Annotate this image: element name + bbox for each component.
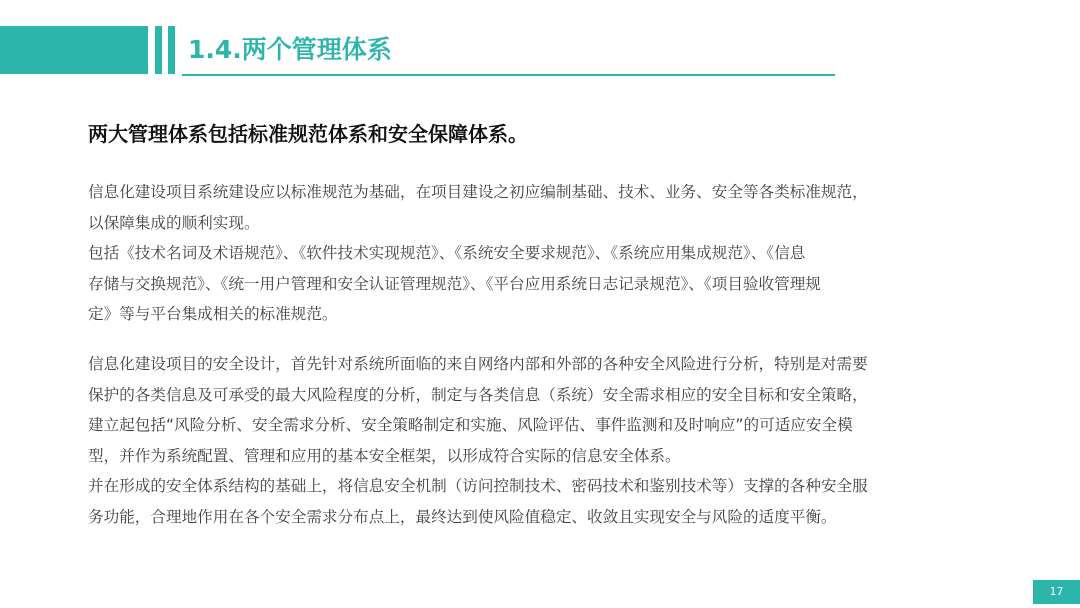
body-text-line: 保护的各类信息及可承受的最大风险程度的分析，制定与各类信息（系统）安全需求相应的安全目标和安全策略， — [88, 385, 868, 404]
body-text-line: 以保障集成的顺利实现。 — [88, 213, 260, 232]
page-number: 17 — [1033, 580, 1080, 604]
body-text-line: 包括《技术名词及术语规范》、《软件技术实现规范》、《系统安全要求规范》、《系统应用集成规范》、《信息 — [88, 244, 806, 263]
body-text-line: 务功能，合理地作用在各个安全需求分布点上，最终达到使风险值稳定、收敛且实现安全与风险的适度平衡。 — [88, 507, 837, 526]
body-text-line: 信息化建设项目系统建设应以标准规范为基础，在项目建设之初应编制基础、技术、业务、安全等各类标准规范， — [88, 183, 868, 201]
body-text-line: 建立起包括“风险分析、安全需求分析、安全策略制定和实施、风险评估、事件监测和及时响应”的可适应安全模 — [88, 416, 853, 435]
title-underline — [182, 74, 835, 76]
title-accent-stripe — [168, 26, 175, 74]
body-text-line: 定》等与平台集成相关的标准规范。 — [88, 305, 338, 324]
paragraph-standards — [88, 177, 993, 330]
paragraph-security — [88, 349, 993, 533]
section-heading: 两大管理体系包括标准规范体系和安全保障体系。 — [88, 122, 528, 146]
body-text-line: 信息化建设项目的安全设计，首先针对系统所面临的来自网络内部和外部的各种安全风险进行分析，特别是对需要 — [88, 355, 868, 373]
body-text-line: 存储与交换规范》、《统一用户管理和安全认证管理规范》、《平台应用系统日志记录规范》、《项目验收管理规 — [88, 274, 821, 293]
body-text-line: 并在形成的安全体系结构的基础上，将信息安全机制（访问控制技术、密码技术和鉴别技术等）支撑的各种安全服 — [88, 477, 868, 496]
title-accent-bar — [0, 26, 148, 74]
slide-title: 1.4.两个管理体系 — [188, 35, 392, 64]
body-text-line: 型，并作为系统配置、管理和应用的基本安全框架，以形成符合实际的信息安全体系。 — [88, 446, 681, 465]
title-accent-stripe — [155, 26, 162, 74]
